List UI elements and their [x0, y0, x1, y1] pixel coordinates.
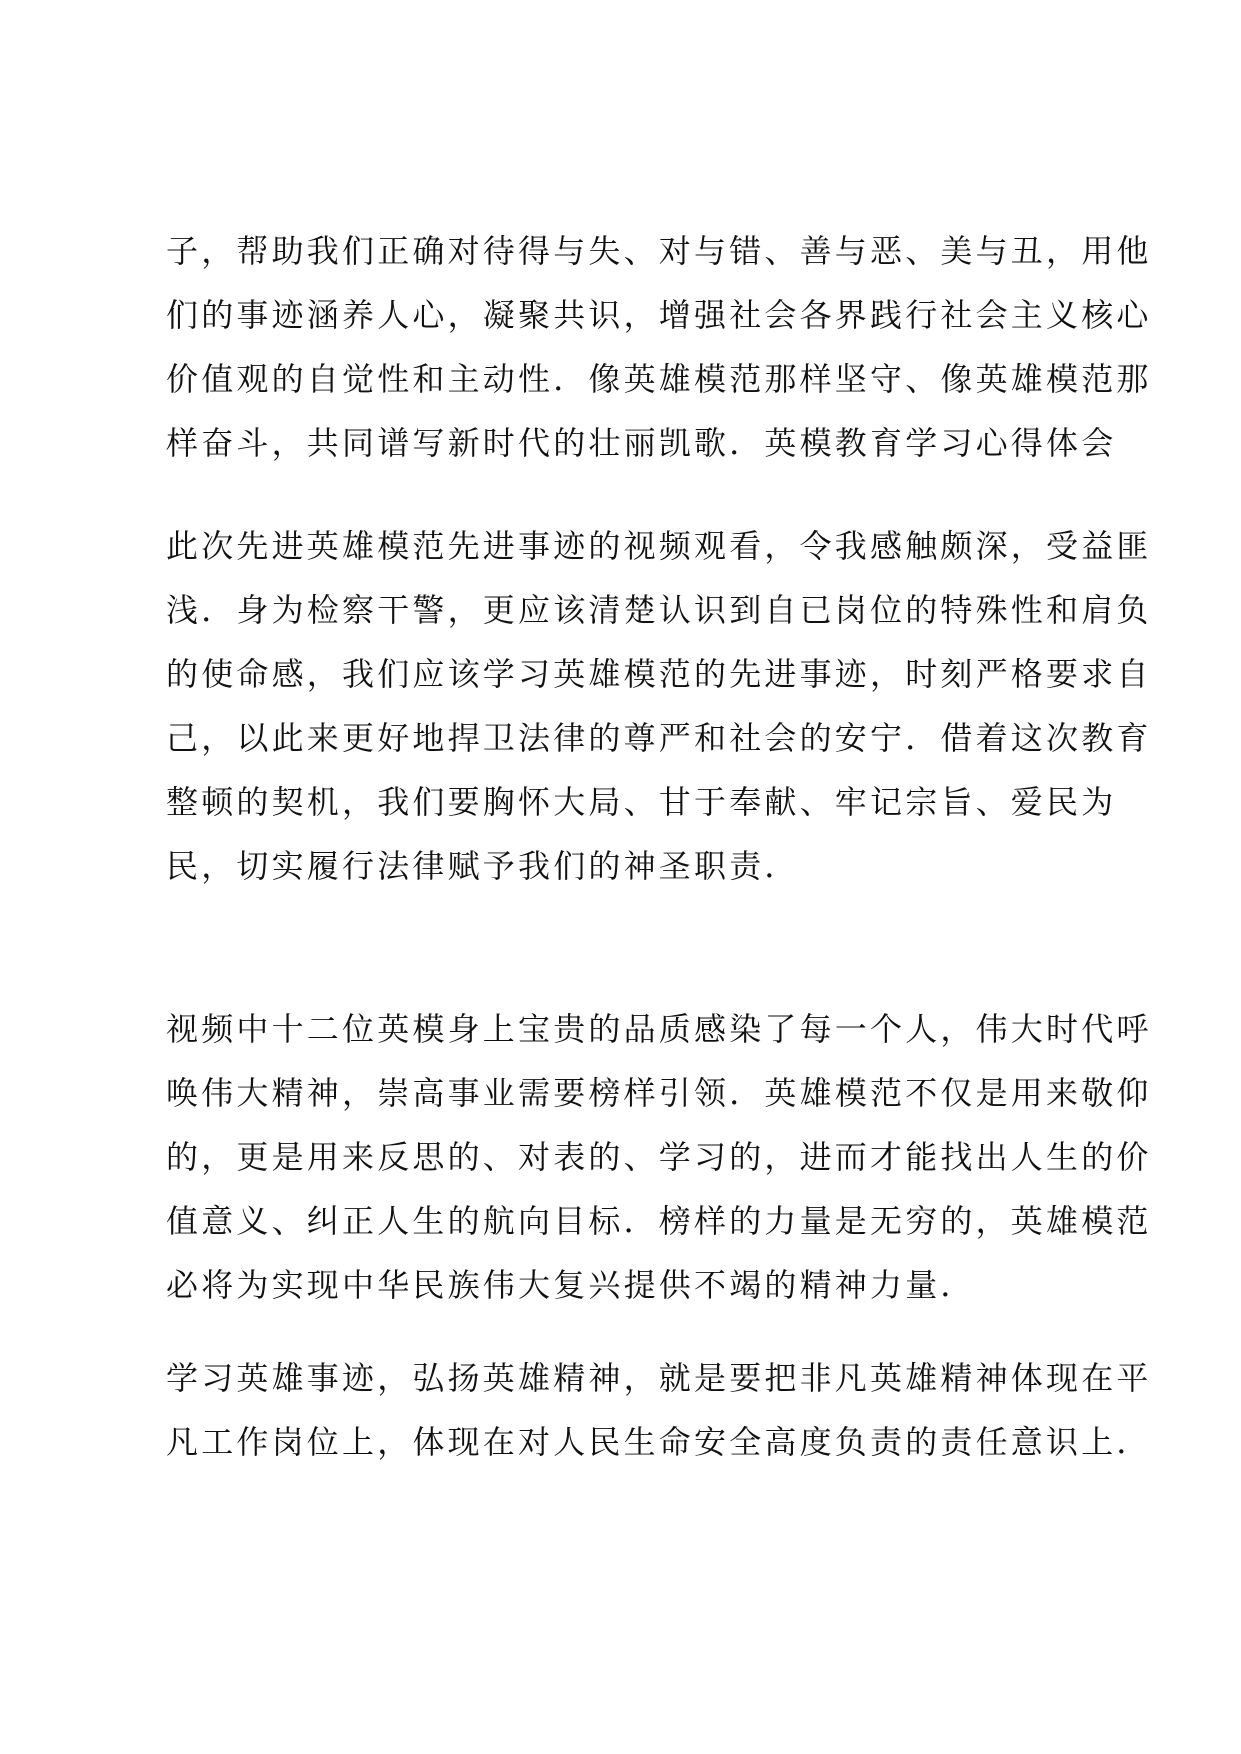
paragraph-line: 的，更是用来反思的、对表的、学习的，进而才能找出人生的价 [166, 1138, 1152, 1176]
paragraph-line: 学习英雄事迹，弘扬英雄精神，就是要把非凡英雄精神体现在平 [166, 1359, 1152, 1397]
paragraph-2 [166, 514, 1152, 898]
paragraph-line: 们的事迹涵养人心，凝聚共识，增强社会各界践行社会主义核心 [166, 296, 1152, 334]
paragraph-line: 民，切实履行法律赋予我们的神圣职责． [166, 847, 800, 885]
paragraph-line: 价值观的自觉性和主动性．像英雄模范那样坚守、像英雄模范那 [166, 360, 1152, 398]
paragraph-line: 子，帮助我们正确对待得与失、对与错、善与恶、美与丑，用他 [166, 232, 1152, 270]
paragraph-line: 唤伟大精神，崇高事业需要榜样引领．英雄模范不仅是用来敬仰 [166, 1074, 1152, 1112]
paragraph-line: 的使命感，我们应该学习英雄模范的先进事迹，时刻严格要求自 [166, 655, 1152, 693]
paragraph-line: 整顿的契机，我们要胸怀大局、甘于奉献、牢记宗旨、爱民为 [166, 783, 1117, 821]
paragraph-line: 凡工作岗位上，体现在对人民生命安全高度负责的责任意识上． [166, 1423, 1152, 1461]
paragraph-line: 此次先进英雄模范先进事迹的视频观看，令我感触颇深，受益匪 [166, 527, 1152, 565]
paragraph-4 [166, 1346, 1152, 1474]
paragraph-line: 值意义、纠正人生的航向目标．榜样的力量是无穷的，英雄模范 [166, 1202, 1152, 1240]
paragraph-1 [166, 219, 1152, 475]
paragraph-line: 己，以此来更好地捍卫法律的尊严和社会的安宁．借着这次教育 [166, 719, 1152, 757]
paragraph-3 [166, 997, 1152, 1317]
paragraph-line: 视频中十二位英模身上宝贵的品质感染了每一个人，伟大时代呼 [166, 1010, 1152, 1048]
paragraph-line: 样奋斗，共同谱写新时代的壮丽凯歌．英模教育学习心得体会 [166, 424, 1117, 462]
paragraph-line: 必将为实现中华民族伟大复兴提供不竭的精神力量． [166, 1266, 976, 1304]
paragraph-line: 浅．身为检察干警，更应该清楚认识到自已岗位的特殊性和肩负 [166, 591, 1152, 629]
